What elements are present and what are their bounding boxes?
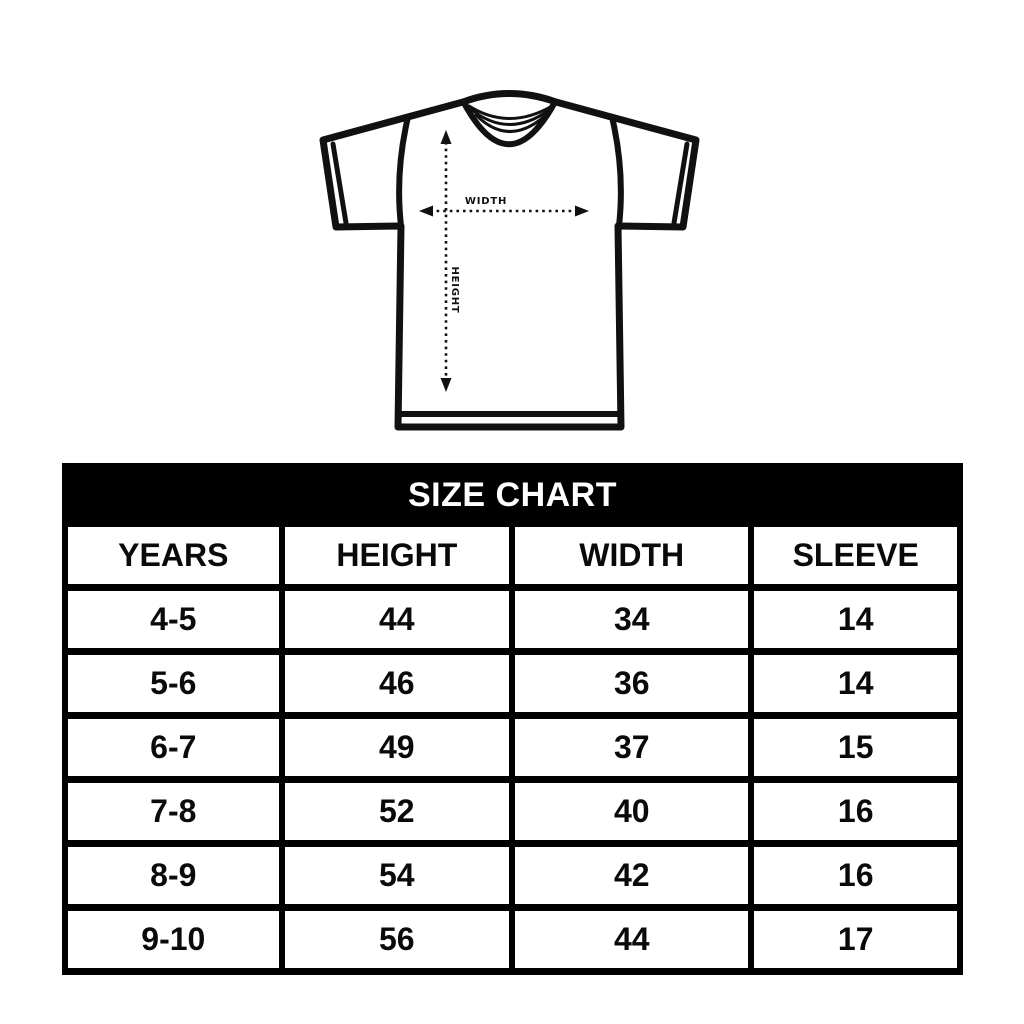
table-row bbox=[65, 716, 960, 780]
cell-width: 37 bbox=[512, 716, 751, 780]
cell-height: 49 bbox=[282, 716, 512, 780]
width-dimension-label: WIDTH bbox=[464, 196, 508, 207]
table-row bbox=[65, 652, 960, 716]
cell-width: 44 bbox=[512, 908, 751, 972]
cell-years: 6-7 bbox=[65, 716, 282, 780]
cell-width: 42 bbox=[512, 844, 751, 908]
cell-sleeve: 14 bbox=[751, 652, 960, 716]
table-title-row bbox=[65, 467, 960, 524]
cell-width: 40 bbox=[512, 780, 751, 844]
column-header-height: HEIGHT bbox=[282, 524, 512, 588]
cell-years: 5-6 bbox=[65, 652, 282, 716]
table-row bbox=[65, 908, 960, 972]
table-header-row bbox=[65, 524, 960, 588]
column-header-sleeve: SLEEVE bbox=[751, 524, 960, 588]
cell-sleeve: 15 bbox=[751, 716, 960, 780]
cell-sleeve: 16 bbox=[751, 780, 960, 844]
cell-height: 52 bbox=[282, 780, 512, 844]
cell-width: 36 bbox=[512, 652, 751, 716]
height-dimension-label: HEIGHT bbox=[449, 266, 460, 314]
cell-height: 46 bbox=[282, 652, 512, 716]
cell-years: 8-9 bbox=[65, 844, 282, 908]
cell-height: 56 bbox=[282, 908, 512, 972]
cell-years: 9-10 bbox=[65, 908, 282, 972]
cell-years: 7-8 bbox=[65, 780, 282, 844]
size-chart-table bbox=[62, 463, 963, 975]
cell-sleeve: 14 bbox=[751, 588, 960, 652]
cell-sleeve: 16 bbox=[751, 844, 960, 908]
tshirt-diagram bbox=[0, 0, 1024, 463]
cell-height: 54 bbox=[282, 844, 512, 908]
cell-height: 44 bbox=[282, 588, 512, 652]
cell-years: 4-5 bbox=[65, 588, 282, 652]
table-title: SIZE CHART bbox=[65, 467, 960, 524]
column-header-years: YEARS bbox=[65, 524, 282, 588]
cell-sleeve: 17 bbox=[751, 908, 960, 972]
cell-width: 34 bbox=[512, 588, 751, 652]
column-header-width: WIDTH bbox=[512, 524, 751, 588]
table-row bbox=[65, 588, 960, 652]
table-row bbox=[65, 844, 960, 908]
table-row bbox=[65, 780, 960, 844]
